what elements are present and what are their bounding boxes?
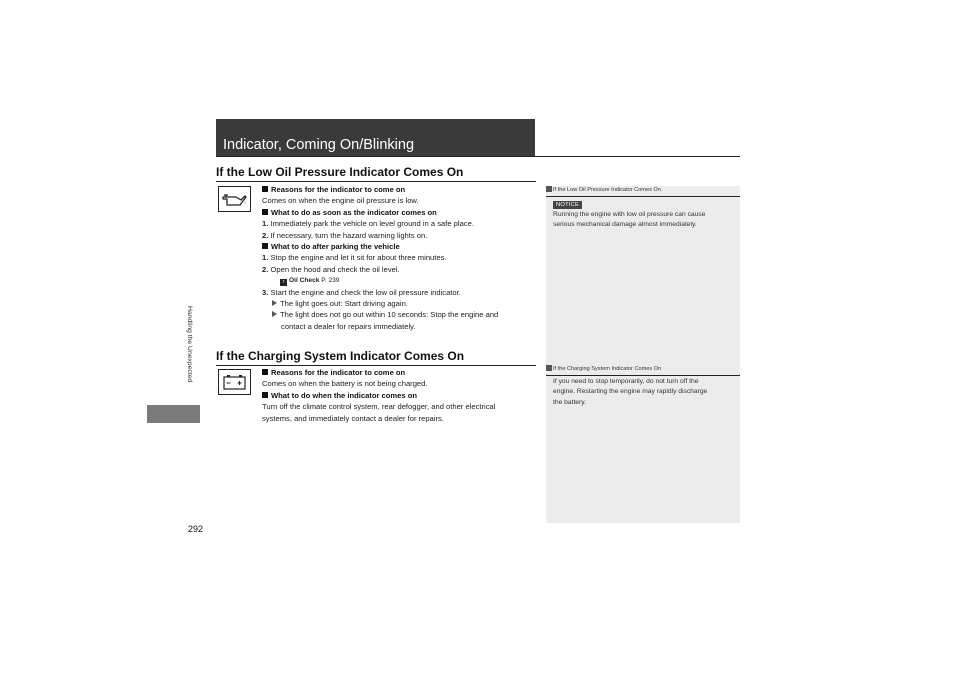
charging-indicator-box bbox=[218, 369, 251, 395]
charging-section-body bbox=[262, 367, 540, 424]
oil-after-step-3: 3. Start the engine and check the low oil pressure indicator. bbox=[262, 287, 461, 297]
note-oil-body: Running the engine with low oil pressure can cause serious mechanical damage almost immediately. bbox=[553, 211, 706, 229]
oil-section-rule bbox=[216, 181, 536, 182]
oil-reasons-heading: Reasons for the indicator to come on bbox=[262, 184, 540, 195]
notes-sidebar bbox=[546, 186, 740, 523]
oil-section-body bbox=[262, 184, 540, 332]
oil-can-icon bbox=[219, 187, 250, 211]
oil-after-step-1: 1. Stop the engine and let it sit for about three minutes. bbox=[262, 253, 447, 263]
note-oil-title: If the Low Oil Pressure Indicator Comes On bbox=[546, 186, 661, 193]
oil-section-title: If the Low Oil Pressure Indicator Comes On bbox=[216, 165, 464, 179]
oil-indicator-box bbox=[218, 186, 251, 212]
oil-result-stays-on-cont: contact a dealer for repairs immediately. bbox=[281, 321, 416, 331]
oil-action-step-1: 1. Immediately park the vehicle on level ground in a safe place. bbox=[262, 219, 474, 229]
page-title: Indicator, Coming On/Blinking bbox=[223, 137, 415, 153]
charging-section-title: If the Charging System Indicator Comes On bbox=[216, 349, 465, 363]
cross-reference-icon: › bbox=[280, 279, 287, 286]
oil-result-stays-on: The light does not go out within 10 seconds: Stop the engine and bbox=[262, 309, 540, 320]
square-bullet-icon bbox=[262, 209, 268, 215]
charging-reasons-text: Comes on when the battery is not being charged. bbox=[262, 379, 428, 389]
oil-check-link[interactable]: › Oil Check P. 239 bbox=[262, 275, 540, 286]
oil-action-step-2: 2. If necessary, turn the hazard warning lights on. bbox=[262, 230, 428, 240]
square-bullet-icon bbox=[262, 243, 268, 249]
triangle-bullet-icon bbox=[272, 300, 277, 306]
oil-after-step-2: 2. Open the hood and check the oil level. bbox=[262, 264, 400, 274]
charging-action-text-1: Turn off the climate control system, rear defogger, and other electrical bbox=[262, 402, 496, 412]
oil-action-heading: What to do as soon as the indicator comes on bbox=[262, 207, 540, 218]
charging-action-text-2: systems, and immediately contact a dealer for repairs. bbox=[262, 413, 444, 423]
charging-section-rule bbox=[216, 365, 536, 366]
page-number: 292 bbox=[188, 524, 204, 534]
note-charging-title: If the Charging System Indicator Comes On bbox=[546, 365, 661, 372]
square-bullet-icon bbox=[262, 392, 268, 398]
oil-after-heading: What to do after parking the vehicle bbox=[262, 241, 540, 252]
charging-action-heading: What to do when the indicator comes on bbox=[262, 390, 540, 401]
note-oil-rule bbox=[546, 196, 740, 197]
charging-reasons-heading: Reasons for the indicator to come on bbox=[262, 367, 540, 378]
battery-icon bbox=[219, 370, 250, 394]
note-charging-body: If you need to stop temporarily, do not turn off the engine. Restarting the engine may rapidly discharge the battery. bbox=[553, 378, 708, 406]
triangle-bullet-icon bbox=[272, 311, 277, 317]
section-tab-marker bbox=[147, 405, 200, 423]
note-marker-icon bbox=[546, 365, 552, 371]
oil-result-goes-out: The light goes out: Start driving again. bbox=[262, 298, 540, 309]
notice-badge: NOTICE bbox=[553, 201, 582, 209]
note-marker-icon bbox=[546, 186, 552, 192]
section-tab-label: Handling the Unexpected bbox=[186, 306, 193, 383]
square-bullet-icon bbox=[262, 369, 268, 375]
note-charging-rule bbox=[546, 375, 740, 376]
header-rule bbox=[216, 156, 740, 157]
oil-reasons-text: Comes on when the engine oil pressure is low. bbox=[262, 196, 419, 206]
square-bullet-icon bbox=[262, 186, 268, 192]
